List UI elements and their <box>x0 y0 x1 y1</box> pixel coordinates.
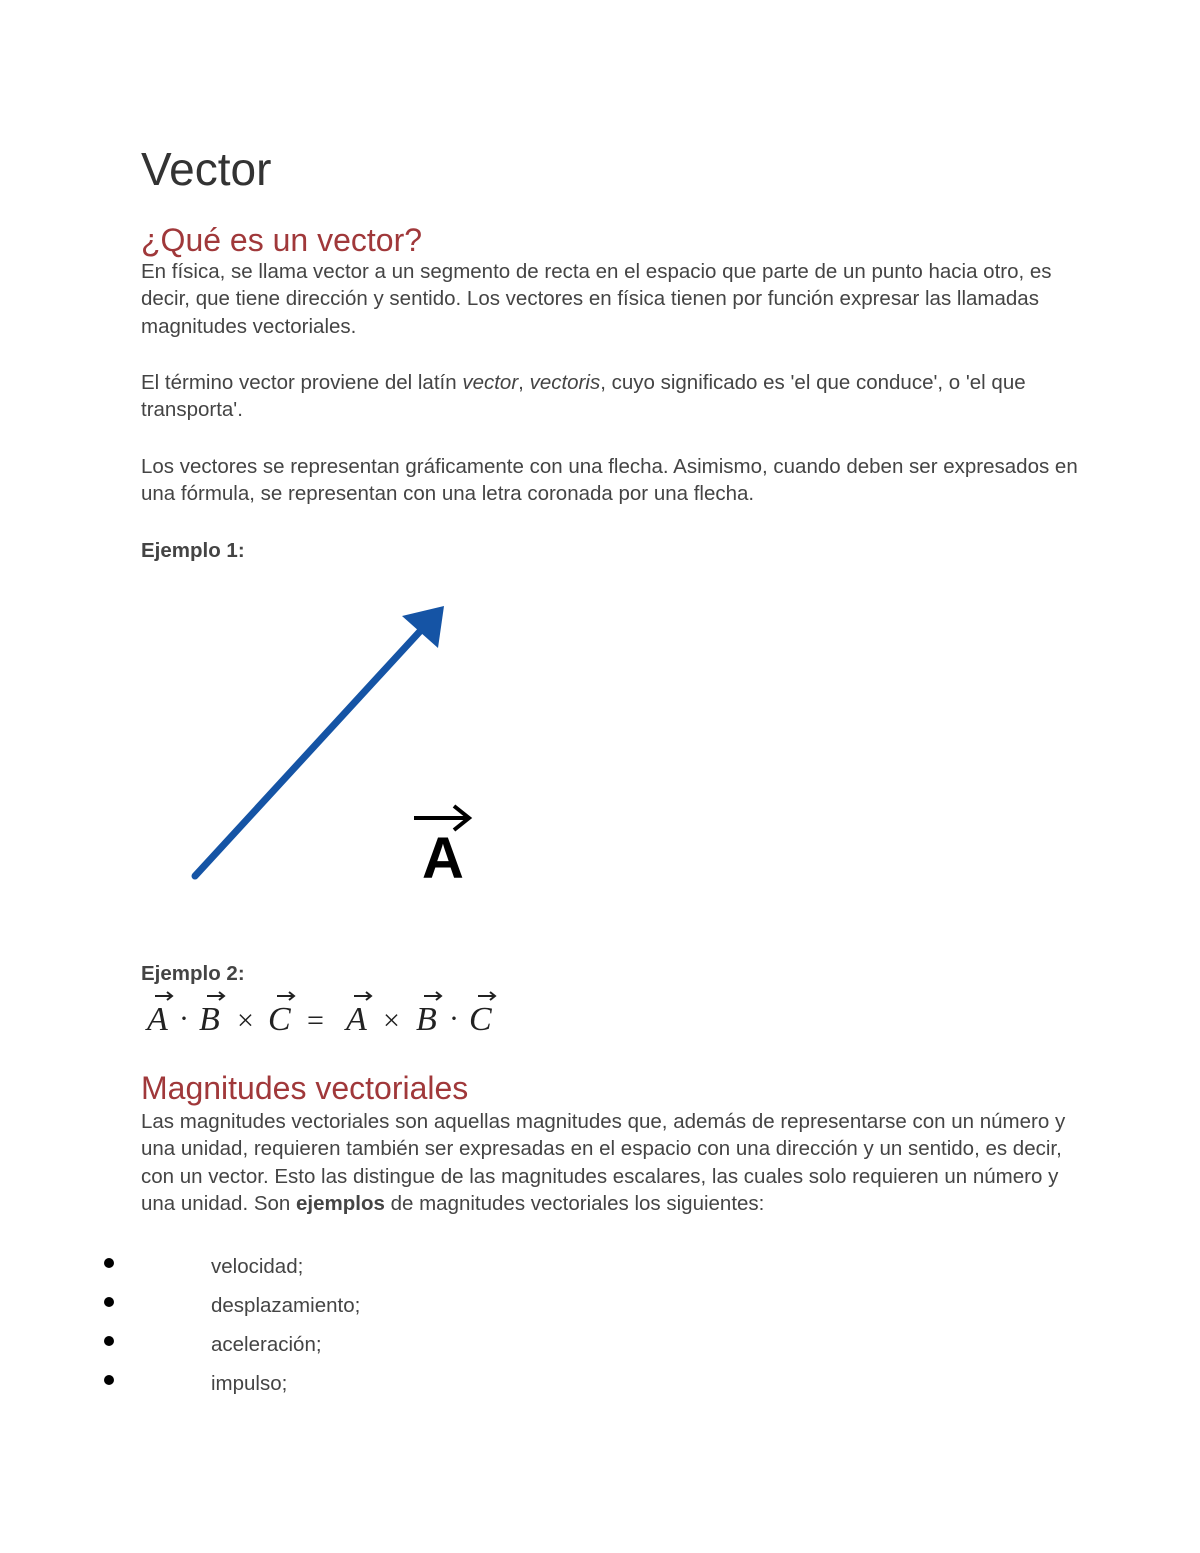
vector-formula <box>141 990 511 1040</box>
formula-b2: B <box>416 1001 437 1038</box>
list-item-text: impulso; <box>211 1372 288 1395</box>
latin-word-vectoris: vectoris <box>529 371 601 394</box>
formula-cross-2: × <box>383 1004 400 1037</box>
section-heading-vector-magnitudes: Magnitudes vectoriales <box>141 1070 469 1106</box>
bullet-icon <box>104 1258 114 1268</box>
list-item <box>0 1328 700 1367</box>
formula-dot-2: · <box>449 1002 459 1035</box>
formula-vector-arrows <box>155 992 495 1000</box>
list-item-text: velocidad; <box>211 1255 304 1278</box>
bullet-icon <box>104 1297 114 1307</box>
vector-letter-a: A <box>422 826 464 891</box>
list-item <box>0 1250 700 1289</box>
etymology-text-after: , cuyo significado es 'el que conduce', o 'el que transporta'. <box>141 371 1026 422</box>
latin-word-vector: vector <box>462 371 519 394</box>
list-item-text: aceleración; <box>211 1333 322 1356</box>
paragraph-definition: En física, se llama vector a un segmento de recta en el espacio que parte de un punto hacia otro, es decir, que tiene dirección y sentido. Los vectores en física tienen por función expresar las llamadas magnitudes vectoriales. <box>141 260 1052 338</box>
formula-c1: C <box>268 1001 291 1038</box>
formula-a2: A <box>346 1001 367 1038</box>
bullet-icon <box>104 1375 114 1385</box>
list-item-text: desplazamiento; <box>211 1294 361 1317</box>
bullet-icon <box>104 1336 114 1346</box>
page-title: Vector <box>141 143 272 195</box>
paragraph-etymology <box>141 369 1081 424</box>
formula-a1: A <box>147 1001 168 1038</box>
paragraph-representation: Los vectores se representan gráficamente con una flecha. Asimismo, cuando deben ser expresados en una fórmula, se representan con una letra coronada por una flecha. <box>141 455 1078 506</box>
vector-arrow-shaft <box>195 628 423 876</box>
formula-c2: C <box>469 1001 492 1038</box>
example-2-label: Ejemplo 2: <box>141 962 245 985</box>
formula-dot-1: · <box>179 1002 189 1035</box>
section-heading-what-is-vector: ¿Qué es un vector? <box>141 222 423 258</box>
formula-equals: = <box>307 1004 324 1037</box>
vector-arrow-figure <box>180 598 490 898</box>
magnitudes-bold-word: ejemplos <box>296 1191 385 1215</box>
example-1-label: Ejemplo 1: <box>141 539 245 562</box>
formula-b1: B <box>199 1001 220 1038</box>
etymology-text-before: El término vector proviene del latín <box>141 371 463 394</box>
magnitudes-text-before: Las magnitudes vectoriales son aquellas magnitudes que, además de representarse con un número y una unidad, requieren también ser expresadas en el espacio con una dirección y un sentido, es decir, con un vector. Esto las distingue de las magnitudes escalares, las cuales solo requieren un número y una unidad. Son <box>141 1110 1066 1215</box>
magnitudes-text-after: de magnitudes vectoriales los siguientes: <box>384 1191 765 1215</box>
etymology-comma: , <box>518 371 530 394</box>
list-item <box>0 1289 700 1328</box>
list-item <box>0 1367 700 1406</box>
formula-cross-1: × <box>237 1004 254 1037</box>
vector-magnitudes-list <box>0 1250 700 1406</box>
paragraph-vector-magnitudes <box>141 1108 1081 1217</box>
